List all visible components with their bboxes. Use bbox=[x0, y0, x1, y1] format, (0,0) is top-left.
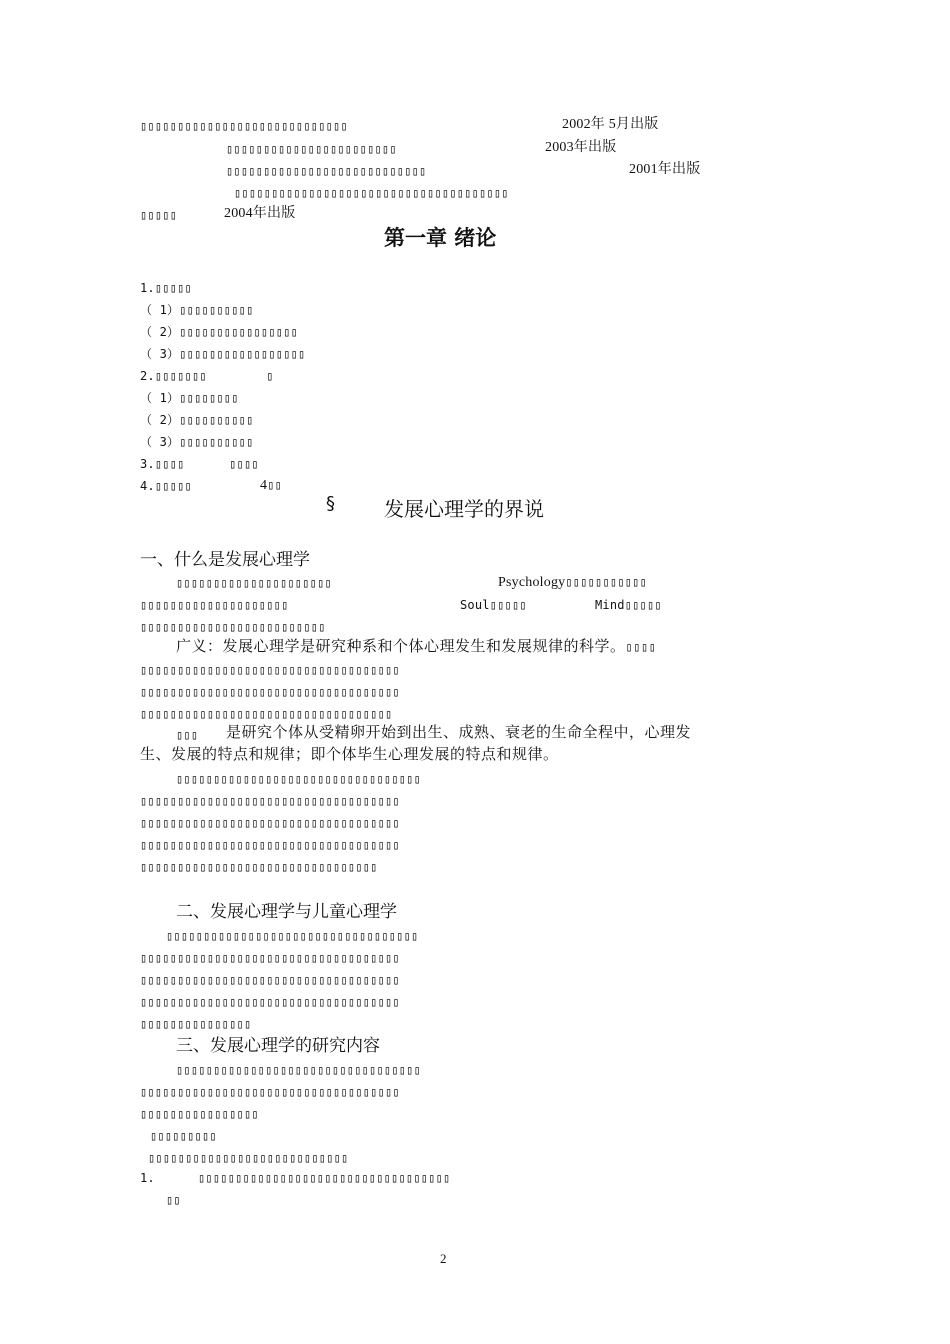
para-line: ▯▯▯▯▯▯▯▯▯▯▯▯▯▯▯ bbox=[140, 1017, 252, 1031]
narrow-label: ▯▯▯ bbox=[176, 728, 199, 742]
outline-item: （ 3）▯▯▯▯▯▯▯▯▯▯ bbox=[140, 435, 254, 449]
para-line: ▯▯▯▯▯▯▯▯▯▯▯▯▯▯▯▯▯▯▯▯▯▯▯▯▯▯▯▯▯▯▯▯▯▯▯ bbox=[140, 973, 400, 987]
ref-line-1: ▯▯▯▯▯▯▯▯▯▯▯▯▯▯▯▯▯▯▯▯▯▯▯▯▯▯▯▯ bbox=[140, 119, 348, 133]
ref-date-3: 2001年出版 bbox=[629, 162, 701, 177]
chapter-title: 第一章 绪论 bbox=[384, 226, 497, 250]
para-line: ▯▯▯▯▯▯▯▯▯▯▯▯▯▯▯▯▯▯▯▯▯▯▯▯▯▯▯▯▯▯▯▯▯▯▯ bbox=[140, 1085, 400, 1099]
outline-item: 2.▯▯▯▯▯▯▯ ▯ bbox=[140, 369, 274, 383]
para-line: ▯▯▯▯▯▯▯▯▯▯▯▯▯▯▯▯▯▯▯▯▯▯▯▯▯▯▯▯▯▯▯▯ bbox=[140, 860, 378, 874]
section-symbol: § bbox=[326, 493, 335, 514]
outline-item: （ 2）▯▯▯▯▯▯▯▯▯▯ bbox=[140, 413, 254, 427]
para-line: ▯▯▯▯▯▯▯▯▯▯▯▯▯▯▯▯▯▯▯▯▯▯▯▯▯▯▯▯▯▯▯▯▯▯▯ bbox=[140, 663, 400, 677]
list-item-number: 1. bbox=[140, 1171, 155, 1185]
para-line: ▯▯▯▯▯▯▯▯▯▯▯▯▯▯▯▯▯▯▯▯▯▯▯▯▯▯▯▯▯▯▯▯▯▯▯ bbox=[140, 794, 400, 808]
para-line: ▯▯▯▯▯▯▯▯▯▯▯▯▯▯▯▯▯▯▯▯▯ bbox=[176, 576, 332, 590]
term-mind: Mind▯▯▯▯▯ bbox=[595, 598, 662, 612]
para-line: ▯▯▯▯▯▯▯▯▯▯▯▯▯▯▯▯▯▯▯▯▯▯▯▯▯▯▯▯▯▯▯▯▯▯ bbox=[140, 707, 393, 721]
outline-number: 4▯▯ bbox=[260, 478, 283, 493]
list-item-text: ▯▯▯▯▯▯▯▯▯▯▯▯▯▯▯▯▯▯▯▯▯▯▯▯▯▯▯▯▯▯▯▯▯▯ bbox=[198, 1171, 451, 1185]
para-line: ▯▯▯▯▯▯▯▯▯▯▯▯▯▯▯▯▯▯▯▯▯▯▯▯▯▯▯▯▯▯▯▯▯ bbox=[176, 772, 422, 786]
narrow-definition-a: 是研究个体从受精卵开始到出生、成熟、衰老的生命全程中，心理发 bbox=[226, 723, 692, 741]
ref-date-2: 2003年出版 bbox=[545, 140, 617, 155]
para-line: ▯▯▯▯▯▯▯▯▯▯▯▯▯▯▯▯▯▯▯▯▯▯▯▯▯ bbox=[140, 620, 326, 634]
para-line: ▯▯▯▯▯▯▯▯▯▯▯▯▯▯▯▯▯▯▯▯▯▯▯▯▯▯▯▯▯▯▯▯▯▯▯ bbox=[140, 816, 400, 830]
para-line: ▯▯▯▯▯▯▯▯▯▯▯▯▯▯▯▯▯▯▯▯▯▯▯▯▯▯▯ bbox=[148, 1151, 349, 1165]
para-line: ▯▯▯▯▯▯▯▯▯▯▯▯▯▯▯▯▯▯▯▯▯▯▯▯▯▯▯▯▯▯▯▯▯ bbox=[176, 1063, 422, 1077]
ref-line-4: ▯▯▯▯▯▯▯▯▯▯▯▯▯▯▯▯▯▯▯▯▯▯▯▯▯▯▯▯▯▯▯▯▯▯▯▯▯ bbox=[234, 186, 509, 200]
para-line: ▯▯▯▯▯▯▯▯▯▯▯▯▯▯▯▯▯▯▯▯▯▯▯▯▯▯▯▯▯▯▯▯▯▯▯ bbox=[140, 995, 400, 1009]
outline-item: 1.▯▯▯▯▯ bbox=[140, 281, 192, 295]
outline-item: （ 2）▯▯▯▯▯▯▯▯▯▯▯▯▯▯▯▯ bbox=[140, 325, 299, 339]
outline-item: 3.▯▯▯▯ ▯▯▯▯ bbox=[140, 457, 259, 471]
ref-date-5: 2004年出版 bbox=[224, 206, 296, 221]
ref-date-1: 2002年 5月出版 bbox=[562, 117, 659, 132]
outline-item: （ 1）▯▯▯▯▯▯▯▯ bbox=[140, 391, 239, 405]
ref-line-2: ▯▯▯▯▯▯▯▯▯▯▯▯▯▯▯▯▯▯▯▯▯▯▯ bbox=[226, 142, 397, 156]
heading-research-content: 三、发展心理学的研究内容 bbox=[176, 1036, 380, 1056]
outline-item: （ 3）▯▯▯▯▯▯▯▯▯▯▯▯▯▯▯▯▯ bbox=[140, 347, 306, 361]
para-line: ▯▯▯▯▯▯▯▯▯ bbox=[150, 1129, 217, 1143]
broad-definition: 广义：发展心理学是研究种系和个体心理发生和发展规律的科学。▯▯▯▯ bbox=[176, 637, 657, 655]
outline-item: 4.▯▯▯▯▯ bbox=[140, 479, 192, 493]
para-line: ▯▯▯▯▯▯▯▯▯▯▯▯▯▯▯▯▯▯▯▯ bbox=[140, 598, 289, 612]
page-number: 2 bbox=[440, 1251, 447, 1266]
narrow-definition-b: 生、发展的特点和规律；即个体毕生心理发展的特点和规律。 bbox=[140, 745, 559, 763]
ref-line-3: ▯▯▯▯▯▯▯▯▯▯▯▯▯▯▯▯▯▯▯▯▯▯▯▯▯▯▯ bbox=[226, 164, 427, 178]
heading-vs-child: 二、发展心理学与儿童心理学 bbox=[176, 902, 397, 922]
outline-item: （ 1）▯▯▯▯▯▯▯▯▯▯ bbox=[140, 303, 254, 317]
para-line: ▯▯▯▯▯▯▯▯▯▯▯▯▯▯▯▯▯▯▯▯▯▯▯▯▯▯▯▯▯▯▯▯▯▯ bbox=[166, 929, 419, 943]
term-soul: Soul▯▯▯▯▯ bbox=[460, 598, 527, 612]
ref-line-5: ▯▯▯▯▯ bbox=[140, 208, 178, 222]
para-line: ▯▯▯▯▯▯▯▯▯▯▯▯▯▯▯▯▯▯▯▯▯▯▯▯▯▯▯▯▯▯▯▯▯▯▯ bbox=[140, 951, 400, 965]
section-title: 发展心理学的界说 bbox=[384, 497, 544, 521]
para-line: ▯▯▯▯▯▯▯▯▯▯▯▯▯▯▯▯▯▯▯▯▯▯▯▯▯▯▯▯▯▯▯▯▯▯▯ bbox=[140, 838, 400, 852]
term-psychology: Psychology▯▯▯▯▯▯▯▯▯▯▯ bbox=[498, 575, 648, 590]
list-item-text: ▯▯ bbox=[166, 1193, 181, 1207]
heading-what-is: 一、什么是发展心理学 bbox=[140, 550, 310, 570]
para-line: ▯▯▯▯▯▯▯▯▯▯▯▯▯▯▯▯▯▯▯▯▯▯▯▯▯▯▯▯▯▯▯▯▯▯▯ bbox=[140, 685, 400, 699]
para-line: ▯▯▯▯▯▯▯▯▯▯▯▯▯▯▯▯ bbox=[140, 1107, 259, 1121]
